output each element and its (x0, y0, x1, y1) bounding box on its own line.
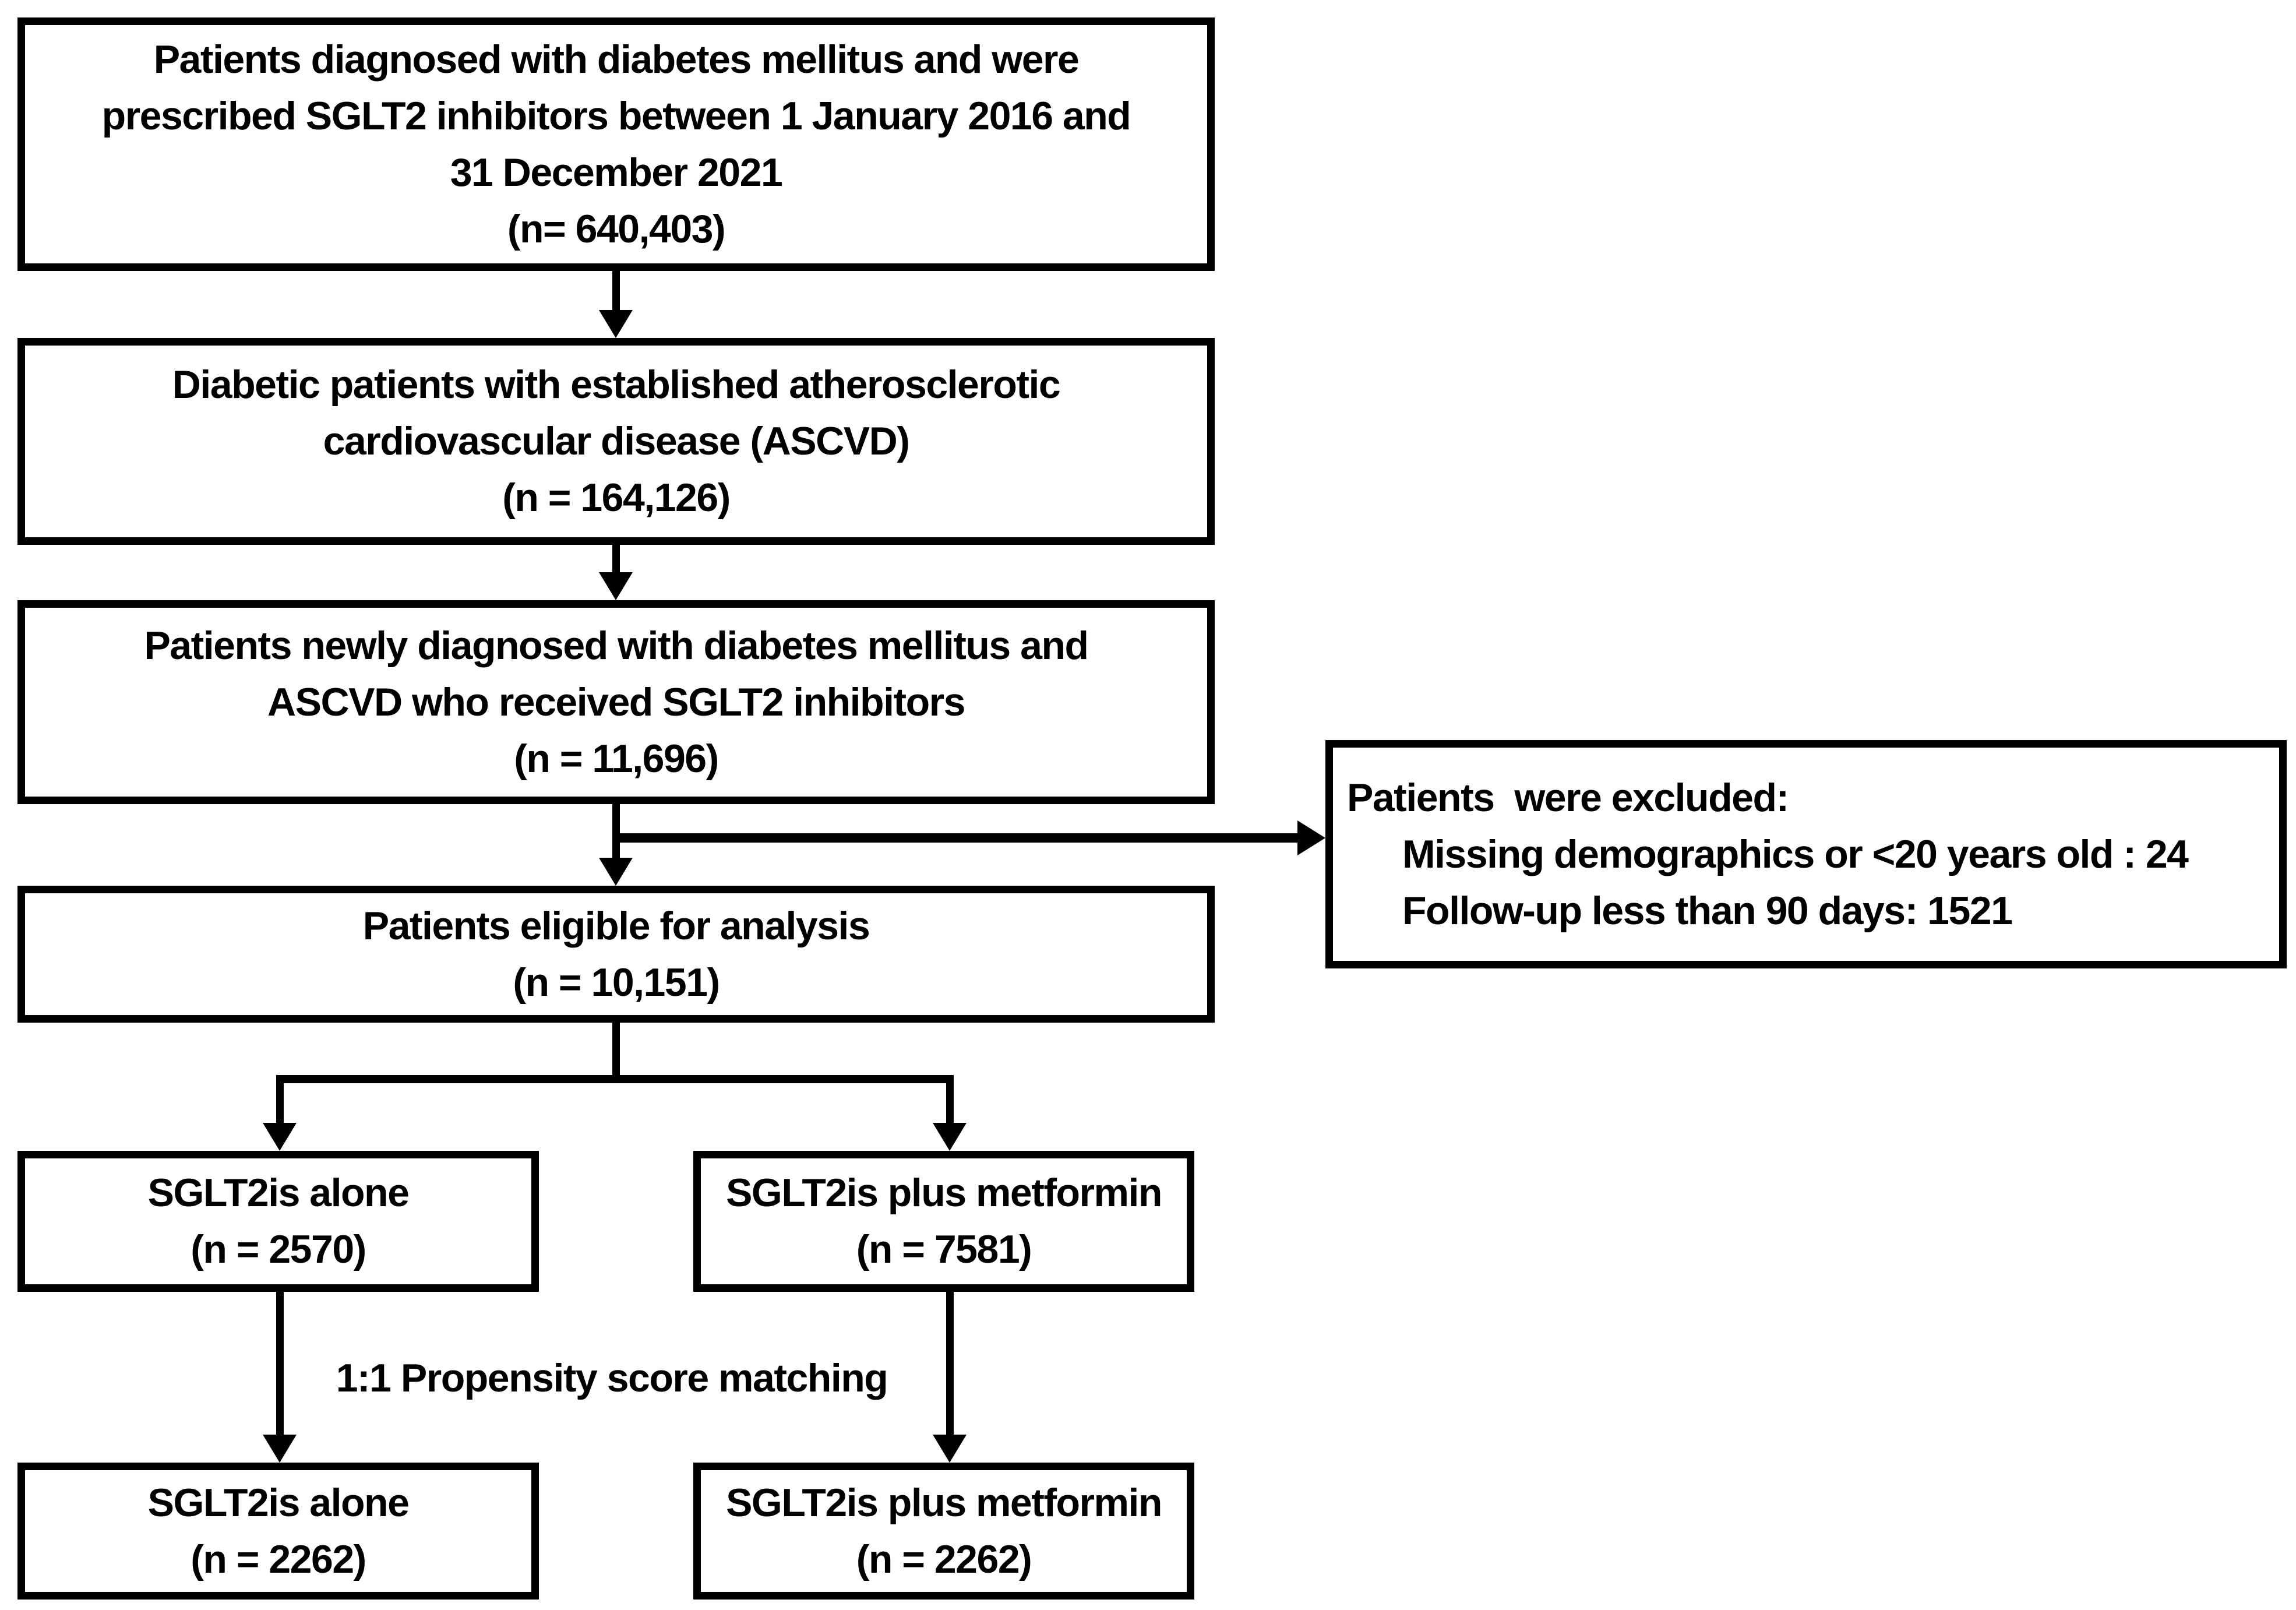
down-arrow-icon (263, 1435, 297, 1463)
box-line: (n = 7581) (856, 1227, 1032, 1271)
box-line: (n = 2262) (856, 1537, 1032, 1581)
box-line: (n = 164,126) (502, 475, 730, 520)
down-arrow-icon (599, 572, 633, 600)
box-line: prescribed SGLT2 inhibitors between 1 January 2016 and (101, 93, 1131, 138)
box-line: (n = 11,696) (514, 736, 718, 781)
box-line: SGLT2is plus metformin (726, 1480, 1162, 1525)
box-line: Patients eligible for analysis (362, 903, 870, 948)
box-line: ASCVD who received SGLT2 inhibitors (267, 679, 965, 724)
box-line: Missing demographics or <20 years old : 24 (1402, 832, 2188, 876)
box-line: (n = 2262) (191, 1537, 366, 1581)
connector-line (276, 1292, 284, 1439)
connector-line (946, 1075, 954, 1128)
box-line: Patients diagnosed with diabetes mellitus and were (153, 37, 1079, 82)
split-bar-line (276, 1075, 954, 1083)
box-sglt2-metformin-matched (693, 1463, 1194, 1600)
down-arrow-icon (933, 1435, 967, 1463)
box-line: Follow-up less than 90 days: 1521 (1402, 888, 2012, 933)
box-line: SGLT2is alone (147, 1480, 409, 1525)
box-total-population (17, 17, 1215, 271)
connector-line (946, 1292, 954, 1439)
box-sglt2-alone-prematch (17, 1151, 539, 1292)
propensity-matching-label: 1:1 Propensity score matching (336, 1356, 888, 1400)
exclusion-branch-line (612, 833, 1299, 843)
box-newly-diagnosed (17, 600, 1215, 804)
connector-line (612, 269, 620, 313)
down-arrow-icon (263, 1123, 297, 1151)
down-arrow-icon (599, 858, 633, 886)
box-line: Diabetic patients with established atherosclerotic (172, 362, 1060, 407)
box-line: Patients were excluded: (1347, 775, 1789, 820)
box-line: (n = 2570) (191, 1227, 366, 1271)
box-line: (n = 10,151) (513, 960, 720, 1005)
box-sglt2-alone-matched (17, 1463, 539, 1600)
right-arrow-icon (1297, 820, 1325, 855)
box-line: Patients newly diagnosed with diabetes mellitus and (144, 623, 1088, 668)
connector-line (612, 802, 620, 860)
connector-line (612, 543, 620, 576)
box-line: SGLT2is alone (147, 1171, 409, 1215)
box-line: cardiovascular disease (ASCVD) (323, 419, 909, 463)
connector-line (612, 1021, 620, 1083)
box-line: (n= 640,403) (507, 206, 725, 251)
box-ascvd-patients (17, 338, 1215, 545)
down-arrow-icon (933, 1123, 967, 1151)
box-eligible (17, 886, 1215, 1023)
box-sglt2-metformin-prematch (693, 1151, 1194, 1292)
box-line: 31 December 2021 (450, 150, 782, 195)
box-excluded (1325, 740, 2287, 968)
down-arrow-icon (599, 310, 633, 338)
box-line: SGLT2is plus metformin (726, 1171, 1162, 1215)
connector-line (276, 1075, 284, 1128)
